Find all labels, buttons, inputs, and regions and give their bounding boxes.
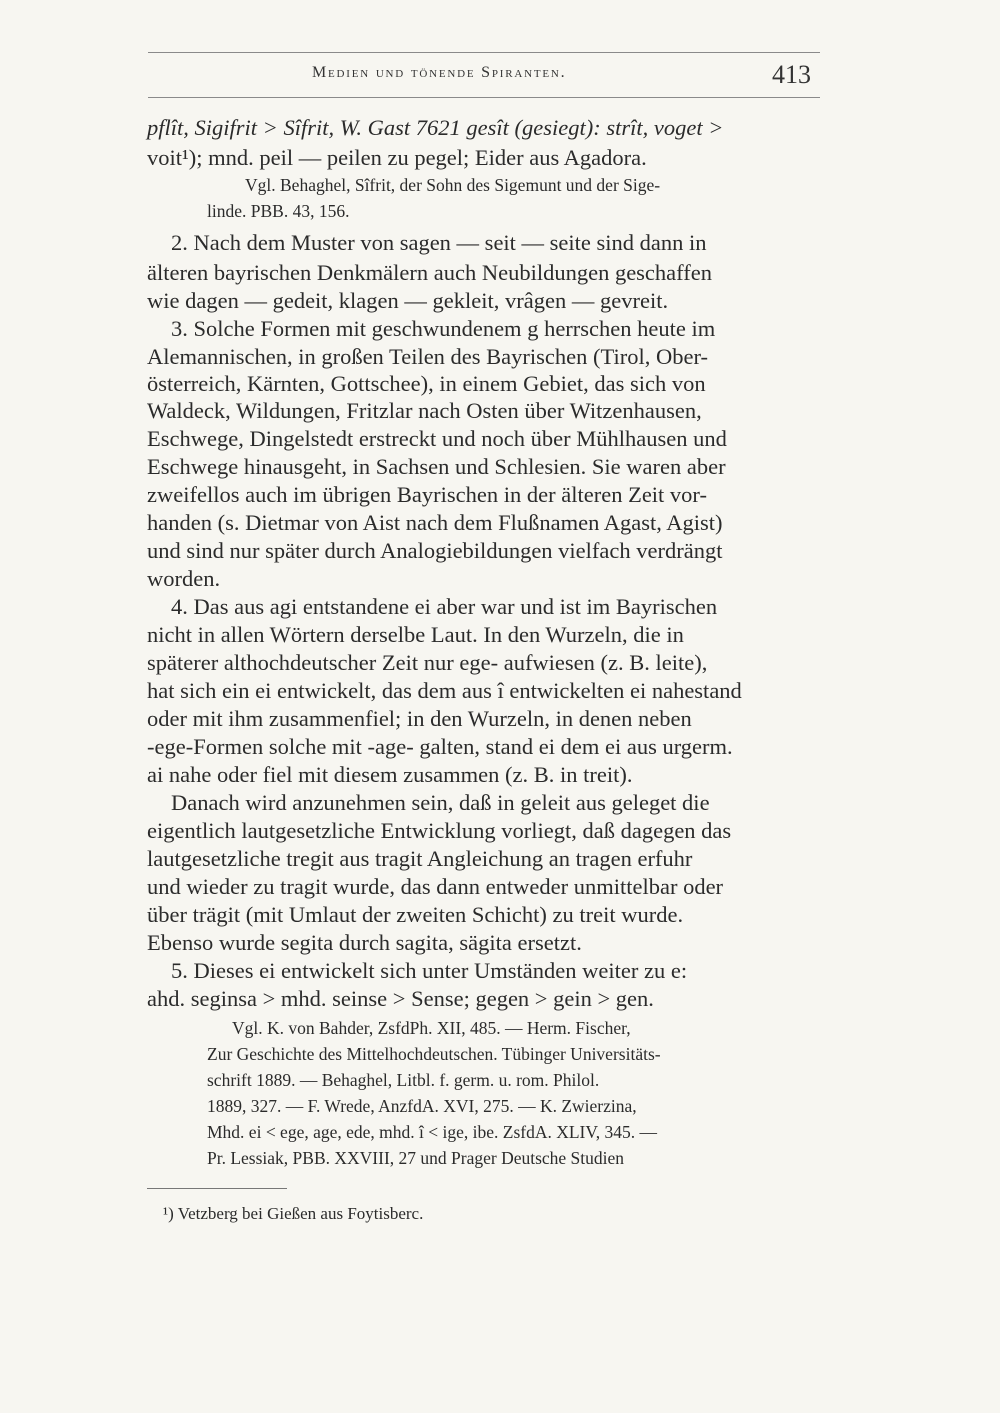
- text-line: worden.: [147, 566, 221, 591]
- reference-note: Mhd. ei < ege, age, ede, mhd. î < ige, ibe. ZsfdA. XLIV, 345. —: [207, 1122, 658, 1142]
- text-line: eigentlich lautgesetzliche Entwicklung vorliegt, daß dagegen das: [147, 818, 732, 843]
- text-line: nicht in allen Wörtern derselbe Laut. In den Wurzeln, die in: [147, 622, 684, 647]
- text-line: zweifellos auch im übrigen Bayrischen in der älteren Zeit vor-: [147, 482, 707, 507]
- text-line: ahd. seginsa > mhd. seinse > Sense; gegen > gein > gen.: [147, 986, 654, 1011]
- footnote-separator: [147, 1188, 287, 1189]
- text-line: handen (s. Dietmar von Aist nach dem Flußnamen Agast, Agist): [147, 510, 723, 535]
- text-line: 3. Solche Formen mit geschwundenem g herrschen heute im: [171, 316, 716, 341]
- text-line: -ege-Formen solche mit -age- galten, stand ei dem ei aus urgerm.: [147, 734, 733, 759]
- reference-note: linde. PBB. 43, 156.: [207, 201, 350, 221]
- text-line: 5. Dieses ei entwickelt sich unter Umständen weiter zu e:: [171, 958, 688, 983]
- text-line: und wieder zu tragit wurde, das dann entweder unmittelbar oder: [147, 874, 724, 899]
- text-line: oder mit ihm zusammenfiel; in den Wurzeln, in denen neben: [147, 706, 692, 731]
- text-line: hat sich ein ei entwickelt, das dem aus î entwickelten ei nahestand: [147, 678, 742, 703]
- text-line: Alemannischen, in großen Teilen des Bayrischen (Tirol, Ober-: [147, 344, 708, 369]
- text-line: Ebenso wurde segita durch sagita, sägita ersetzt.: [147, 930, 582, 955]
- page-number: 413: [772, 60, 811, 89]
- header-rule-top: [148, 52, 820, 53]
- text-line: Waldeck, Wildungen, Fritzlar nach Osten über Witzenhausen,: [147, 398, 702, 423]
- text-line: 4. Das aus agi entstandene ei aber war und ist im Bayrischen: [171, 594, 718, 619]
- running-head: Medien und tönende Spiranten.: [312, 64, 567, 81]
- text-line: Eschwege, Dingelstedt erstreckt und noch über Mühlhausen und: [147, 426, 727, 451]
- reference-note: schrift 1889. — Behaghel, Litbl. f. germ. u. rom. Philol.: [207, 1070, 600, 1090]
- footnote: ¹) Vetzberg bei Gießen aus Foytisberc.: [163, 1204, 424, 1223]
- reference-note: 1889, 327. — F. Wrede, AnzfdA. XVI, 275. — K. Zwierzina,: [207, 1096, 637, 1116]
- text-line: wie dagen — gedeit, klagen — gekleit, vrâgen — gevreit.: [147, 288, 669, 313]
- text-line: österreich, Kärnten, Gottschee), in einem Gebiet, das sich von: [147, 371, 706, 396]
- reference-note: Vgl. K. von Bahder, ZsfdPh. XII, 485. — Herm. Fischer,: [232, 1018, 631, 1038]
- reference-note: Vgl. Behaghel, Sîfrit, der Sohn des Sigemunt und der Sige-: [245, 175, 661, 195]
- text-line: pflît, Sigifrit > Sîfrit, W. Gast 7621 gesît (gesiegt): strît, voget >: [147, 115, 724, 140]
- text-line: Eschwege hinausgeht, in Sachsen und Schlesien. Sie waren aber: [147, 454, 726, 479]
- text-line: späterer althochdeutscher Zeit nur ege- aufwiesen (z. B. leite),: [147, 650, 708, 675]
- text-line: ai nahe oder fiel mit diesem zusammen (z. B. in treit).: [147, 762, 633, 787]
- text-line: Danach wird anzunehmen sein, daß in geleit aus geleget die: [171, 790, 710, 815]
- text-line: älteren bayrischen Denkmälern auch Neubildungen geschaffen: [147, 260, 712, 285]
- text-line: 2. Nach dem Muster von sagen — seit — seite sind dann in: [171, 230, 707, 255]
- reference-note: Pr. Lessiak, PBB. XXVIII, 27 und Prager Deutsche Studien: [207, 1148, 625, 1168]
- text-line: und sind nur später durch Analogiebildungen vielfach verdrängt: [147, 538, 723, 563]
- text-line: lautgesetzliche tregit aus tragit Angleichung an tragen erfuhr: [147, 846, 693, 871]
- text-line: über trägit (mit Umlaut der zweiten Schicht) zu treit wurde.: [147, 902, 684, 927]
- header-rule-bottom: [148, 97, 820, 98]
- text-line: voit¹); mnd. peil — peilen zu pegel; Eider aus Agadora.: [147, 145, 647, 170]
- reference-note: Zur Geschichte des Mittelhochdeutschen. Tübinger Universitäts-: [207, 1044, 661, 1064]
